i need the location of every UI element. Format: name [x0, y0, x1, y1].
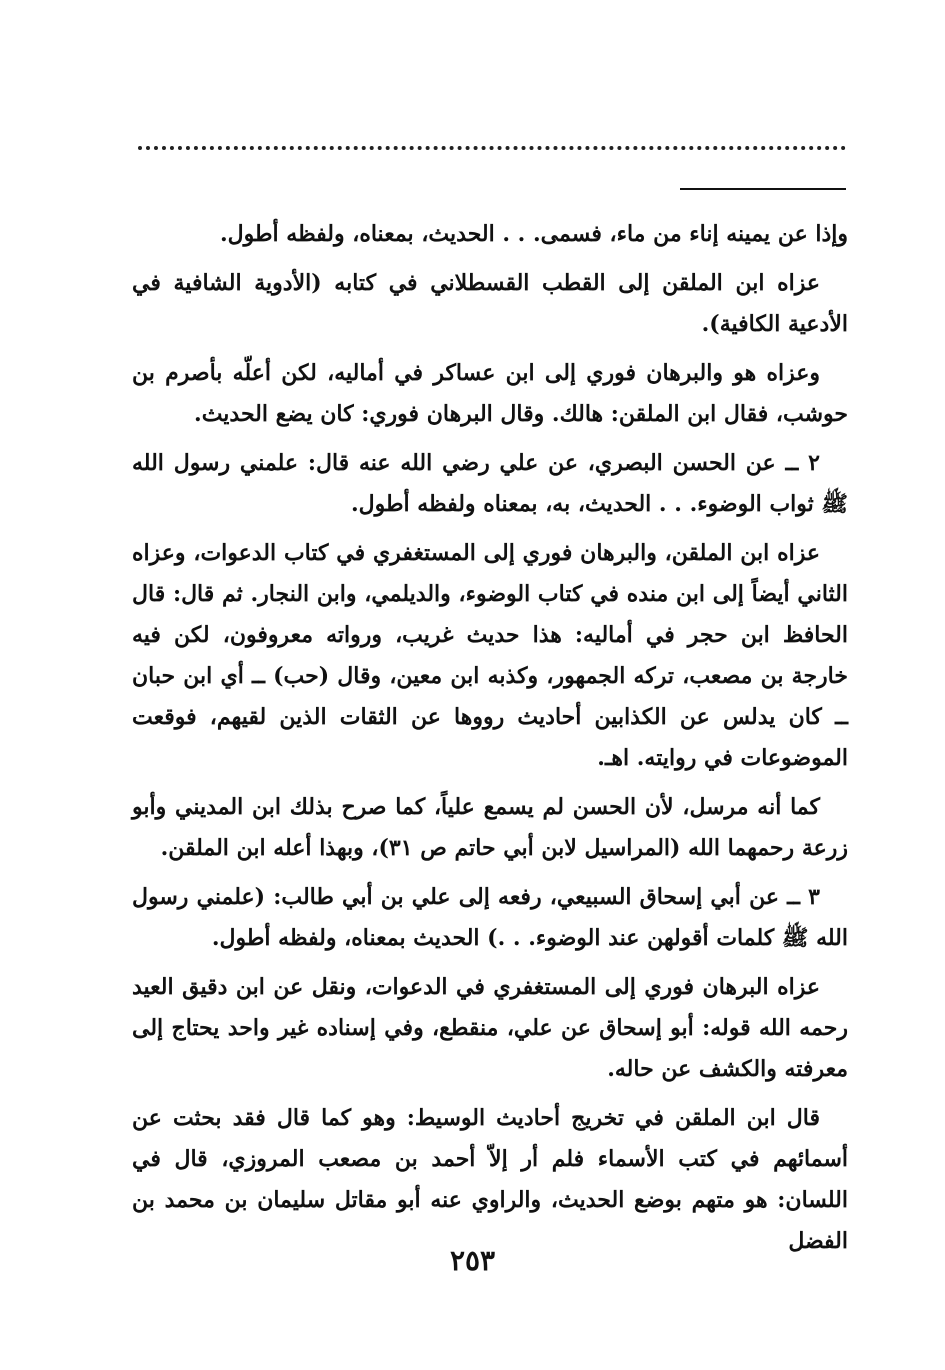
- body-text: [132, 214, 848, 1270]
- paragraph-8: عزاه البرهان فوري إلى المستغفري في الدعوات، ونقل عن ابن دقيق العيد رحمه الله قوله: أبو إسحاق عن علي، منقطع، وفي إسناده غير واحد يحتاج إلى معرفته والكشف عن حاله.: [132, 974, 848, 1082]
- footnote-rule: [680, 188, 846, 190]
- paragraph-1: وإذا عن يمينه إناء من ماء، فسمى. . . الحديث، بمعناه، ولفظه أطول.: [219, 221, 848, 247]
- paragraph-5: عزاه ابن الملقن، والبرهان فوري إلى المستغفري في كتاب الدعوات، وعزاه الثاني أيضاً إلى ابن منده في كتاب الوضوء، والديلمي، وابن النجار. ثم قال: قال الحافظ ابن حجر في أماليه: هذا حديث غريب، ورواته معروفون، لكن فيه خارجة بن مصعب، تركه الجمهور، وكذبه ابن معين، وقال (حب) ــ أي ابن حبان ــ كان يدلس عن الكذابين أحاديث رووها عن الثقات الذين لقيهم، فوقعت الموضوعات في روايته. اهـ.: [132, 540, 848, 771]
- paragraph-9: قال ابن الملقن في تخريج أحاديث الوسيط: وهو كما قال فقد بحثت عن أسمائهم في كتب الأسماء فلم أر إلاّ أحمد بن مصعب المروزي، قال في اللسان: هو متهم بوضع الحديث، والراوي عنه أبو مقاتل سليمان بن محمد بن الفضل: [132, 1105, 848, 1254]
- paragraph-4: ٢ ــ عن الحسن البصري، عن علي رضي الله عنه قال: علمني رسول الله ﷺ ثواب الوضوء. . . الحديث، به، بمعناه ولفظه أطول.: [132, 450, 848, 517]
- paragraph-6: كما أنه مرسل، لأن الحسن لم يسمع علياً، كما صرح بذلك ابن المديني وأبو زرعة رحمهما الله (المراسيل لابن أبي حاتم ص ٣١)، وبهذا أعله ابن الملقن.: [132, 794, 848, 861]
- dotted-separator: [138, 146, 846, 150]
- page-number: ٢٥٣: [449, 1244, 496, 1277]
- paragraph-7: ٣ ــ عن أبي إسحاق السبيعي، رفعه إلى علي بن أبي طالب: (علمني رسول الله ﷺ كلمات أقولهن عند الوضوء. . .) الحديث بمعناه، ولفظه أطول.: [132, 884, 848, 951]
- paragraph-3: وعزاه هو والبرهان فوري إلى ابن عساكر في أماليه، لكن أعلّه بأصرم بن حوشب، فقال ابن الملقن: هالك. وقال البرهان فوري: كان يضع الحديث.: [132, 360, 848, 427]
- paragraph-2: عزاه ابن الملقن إلى القطب القسطلاني في كتابه (الأدوية الشافية في الأدعية الكافية).: [132, 270, 848, 337]
